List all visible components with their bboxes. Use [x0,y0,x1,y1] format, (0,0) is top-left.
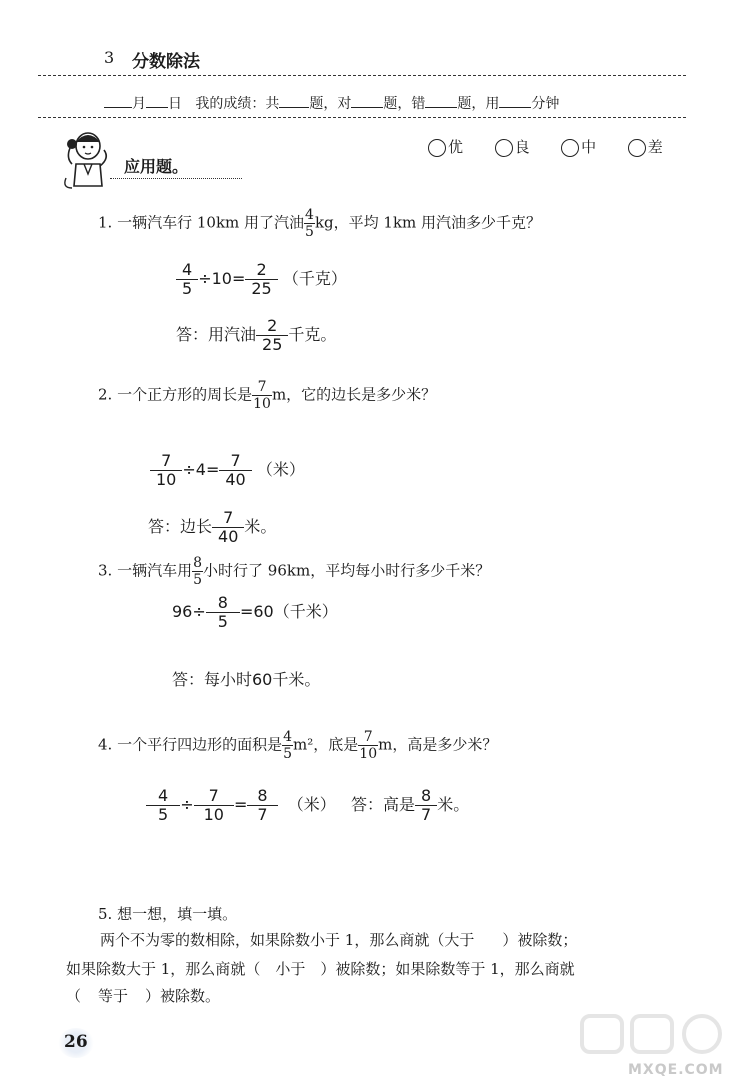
fraction: $\frac{2}{25}$ [245,262,277,297]
grade-excellent[interactable]: 优 [428,138,463,156]
fraction: $\frac{7}{10}$ [150,453,182,488]
fraction: $\frac{7}{40}$ [219,453,251,488]
fraction: $\frac{8}{7}$ [247,788,277,823]
question-3-work: 96÷ $\frac{8}{5}$ =60（千米） [172,593,338,631]
chapter-number: 3 [104,48,115,67]
grade-medium[interactable]: 中 [561,138,596,156]
radio-circle-icon [628,139,646,157]
question-2-work: $\frac{7}{10}$ ÷4= $\frac{7}{40}$ （米） [150,453,305,488]
question-5-line-2: 如果除数大于 1，那么商就（ 小于 ）被除数；如果除数等于 1，那么商就 [66,960,575,978]
fraction: $\frac{8}{5}$ [193,555,203,588]
header-divider-top [38,75,686,76]
watermark-text: MXQE.COM [628,1062,724,1078]
fraction: $\frac{7}{10}$ [359,729,378,762]
question-2-answer: 答：边长 $\frac{7}{40}$ 米。 [148,508,277,546]
fraction: $\frac{7}{10}$ [194,788,234,823]
section-title: 应用题。 [124,157,189,176]
question-1-work: $\frac{4}{5}$ ÷10= $\frac{2}{25}$ （千克） [176,262,347,297]
fraction: $\frac{8}{5}$ [206,595,240,630]
fraction: $\frac{4}{5}$ [146,788,180,823]
question-4-work: $\frac{4}{5}$ ÷ $\frac{7}{10}$ = $\frac{8}{7}$ （米） 答：高是 $\frac{8}{7}$ 米。 [146,788,469,823]
fill-answer-1: 大于 [444,931,475,949]
watermark-logo-icon [580,1012,730,1056]
question-5-line-3: （ 等于 ）被除数。 [66,987,221,1005]
question-4: 4. 一个平行四边形的面积是 $\frac{4}{5}$ m²，底是 $\frac{7}{10}$ m，高是多少米？ [98,729,498,762]
question-3: 3. 一辆汽车用 $\frac{8}{5}$ 小时行了 96km，平均每小时行多少千米？ [98,555,491,588]
chapter-title: 分数除法 [132,52,200,72]
question-5-line-1: 两个不为零的数相除，如果除数小于 1，那么商就（大于 ）被除数； [100,931,578,949]
fraction: $\frac{7}{40}$ [212,510,244,545]
fill-answer-3: 等于 [98,987,129,1005]
question-5-title: 5. 想一想，填一填。 [98,905,238,923]
fill-answer-2: 小于 [275,960,306,978]
page-number: 26 [64,1032,88,1052]
radio-circle-icon [495,139,513,157]
fraction: $\frac{4}{5}$ [283,729,293,762]
watermark-logo [580,1012,730,1056]
score-line: 月 日 我的成绩：共 题，对 题，错 题，用 分钟 [104,93,559,113]
grade-poor[interactable]: 差 [628,138,663,156]
fraction: $\frac{7}{10}$ [253,379,271,412]
grade-good[interactable]: 良 [495,138,530,156]
fraction: $\frac{2}{25}$ [256,318,288,353]
fraction: $\frac{4}{5}$ [305,207,314,240]
fraction: $\frac{8}{7}$ [415,788,437,823]
question-2: 2. 一个正方形的周长是 $\frac{7}{10}$ m，它的边长是多少米？ [98,379,437,412]
radio-circle-icon [428,139,446,157]
student-thinking-icon [58,128,120,192]
question-1-answer: 答：用汽油 $\frac{2}{25}$ 千克。 [176,316,337,354]
question-3-answer: 答：每小时60千米。 [172,670,321,689]
grade-options [428,136,663,157]
fraction: $\frac{4}{5}$ [176,262,198,297]
section-title-dotted-line [110,178,242,179]
question-1: 1. 一辆汽车行 10km 用了汽油 $\frac{4}{5}$ kg，平均 1km 用汽油多少千克？ [98,207,542,240]
header-divider-bottom [38,117,686,118]
radio-circle-icon [561,139,579,157]
